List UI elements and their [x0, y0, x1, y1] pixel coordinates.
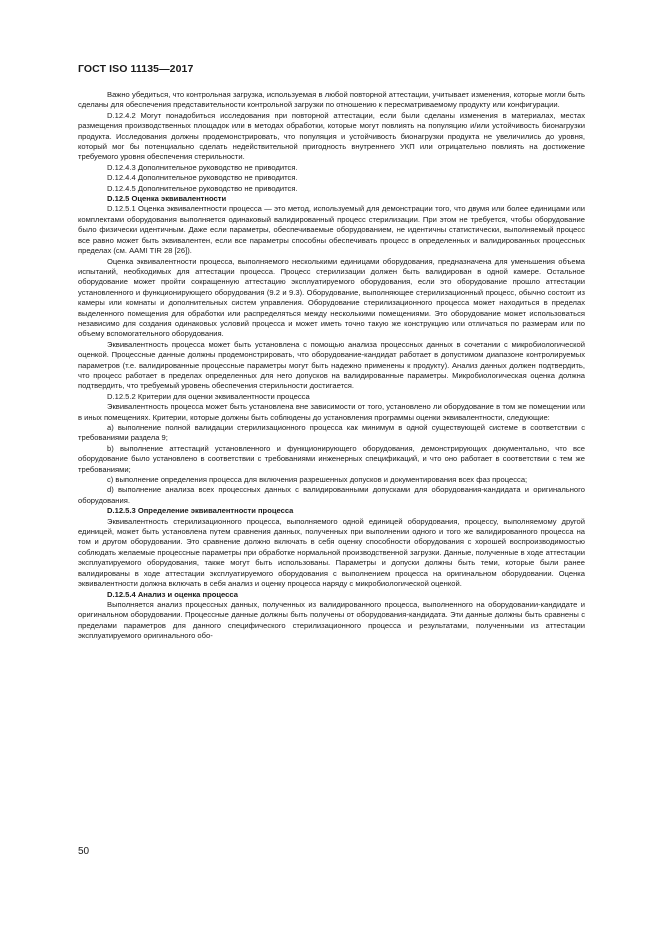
section-heading: D.12.5 Оценка эквивалентности — [107, 194, 227, 204]
list-item: а) выполнение полной валидации стерилизационного процесса как минимум в одной существующей системе в соответствии с требованиями раздела 9; — [78, 423, 585, 443]
paragraph: Эквивалентность стерилизационного процесса, выполняемого одной единицей оборудования, процессу, выполняемому другой единицей, может быть установлена путем сравнения данных, полученных при выполнении одного и того же валидированного процесса на том и другом оборудовании. Это сравнение должно включать в себя оценку способности оборудования с хорошей воспроизводимостью соблюдать желаемые процессные параметры при обработке нормальной производственной загрузки. Данные, полученные в ходе аттестации эксплуатируемого оборудования, также могут быть использованы. Параметры и допуски должны быть теми, которые были ранее валидированы в ходе аттестации эксплуатируемого оборудования с выполнением процесса на оригинальном оборудовании. Оценка эквивалентности должна включать в себя анализ и оценку процесса наряду с микробиологической оценкой. — [78, 516, 585, 589]
list-item: с) выполнение определения процесса для включения разрешенных допусков и документирования всех фаз процесса; — [107, 475, 528, 485]
paragraph: Оценка эквивалентности процесса, выполняемого несколькими единицами оборудования, предназначена для уменьшения объема испытаний, необходимых для аттестации процесса. Процесс стерилизации должен быть валидирован в одной камере. Остальное оборудование может пройти сокращенную аттестацию эксплуатируемого оборудования, если это оборудование прошло аттестации установленного и функционирующего оборудования (9.2 и 9.3). Оборудование, выполняющее стерилизационный процесс, обычно состоит из камеры или комнаты и дополнительных систем управления. Оборудование стерилизационного процесса может находиться в пределах выделенного помещения для обработки или распределяться между несколькими помещениями. Это оборудование может использоваться независимо для создания одинаковых условий процесса и может иметь точно такую же конструкцию или отличаться по размерам или по объему вспомогательного оборудования. — [78, 256, 585, 339]
paragraph: Эквивалентность процесса может быть установлена вне зависимости от того, установлено ли оборудование в том же помещении или в иных помещениях. Критерии, которые должны быть соблюдены до установления программы оценки эквивалентности, следующие: — [78, 402, 585, 422]
paragraph: Эквивалентность процесса может быть установлена с помощью анализа процессных данных в сочетании с микробиологической оценкой. Процессные данные должны продемонстрировать, что оборудование-кандидат работает в допустимом диапазоне контролируемых параметров (т.е. валидированные процессные параметры могут быть надежно применены к продукту). Анализ данных должен подтвердить, что процесс работает в пределах определенных для него допусков на валидированные параметры. Микробиологическая оценка должна подтвердить, что требуемый уровень обеспечения стерильности достигается. — [78, 339, 585, 391]
paragraph: Важно убедиться, что контрольная загрузка, используемая в любой повторной аттестации, учитывает изменения, которые могли быть сделаны для обеспечения представительности контрольной загрузки по отношению к пересматриваемому продукту или конфигурации. — [78, 90, 585, 110]
list-item: b) выполнение аттестаций установленного и функционирующего оборудования, демонстрирующих документально, что все оборудование было установлено в соответствии с требованиями инженерных спецификаций, и что оно работает в соответствии с тем же требованиями; — [78, 443, 585, 474]
page-header: ГОСТ ISO 11135—2017 — [78, 63, 194, 75]
section-heading: D.12.5.3 Определение эквивалентности процесса — [107, 506, 294, 516]
section-heading: D.12.5.4 Анализ и оценка процесса — [107, 589, 238, 599]
paragraph: D.12.4.3 Дополнительное руководство не приводится. — [107, 162, 298, 172]
paragraph: D.12.4.5 Дополнительное руководство не приводится. — [107, 183, 298, 193]
paragraph: D.12.4.4 Дополнительное руководство не приводится. — [107, 173, 298, 183]
paragraph: D.12.4.2 Могут понадобиться исследования при повторной аттестации, если были сделаны изменения в материалах, местах размещения производственных площадок или в методах обработки, которые могут повлиять на популяцию и/или устойчивость бионагрузки продукта. Исследования должны продемонстрировать, что популяция и устойчивость бионагрузки продукта не увеличились до уровня, который мог бы потенциально сделать недействительной пригодность внутреннего УКП или отрицательно повлиять на достижение требуемого уровня обеспечения стерильности. — [78, 110, 585, 162]
page-number: 50 — [78, 846, 90, 857]
list-item: d) выполнение анализа всех процессных данных с валидированными допусками для оборудования-кандидата и оригинального оборудования. — [78, 485, 585, 505]
paragraph: D.12.5.2 Критерии для оценки эквивалентности процесса — [107, 391, 310, 401]
page-body — [78, 90, 585, 642]
paragraph: Выполняется анализ процессных данных, полученных из валидированного процесса, выполненного на оборудовании-кандидате и оригинальном оборудовании. Процессные данные должны быть получены от оборудования-кандидата. Эти данные должны быть сравнены с пределами параметров для данного специфического стерилизационного процесса и результатами, полученными из аттестации эксплуатируемого оригинального обо- — [78, 599, 585, 641]
paragraph: D.12.5.1 Оценка эквивалентности процесса — это метод, используемый для демонстрации того, что двумя или более единицами или комплектами оборудования выполняется одинаковый валидированный процесс стерилизации. При этом не требуется, чтобы оборудование было физически идентичным. Даже если параметры, обеспечиваемые оборудованием, не идентичны статистически, выполняемый процесс все равно может быть эквивалентен, если все параметры способны обеспечивать процесс в определенных и валидированных процессных пределах (см. AAMI TIR 28 [26]). — [78, 204, 585, 256]
